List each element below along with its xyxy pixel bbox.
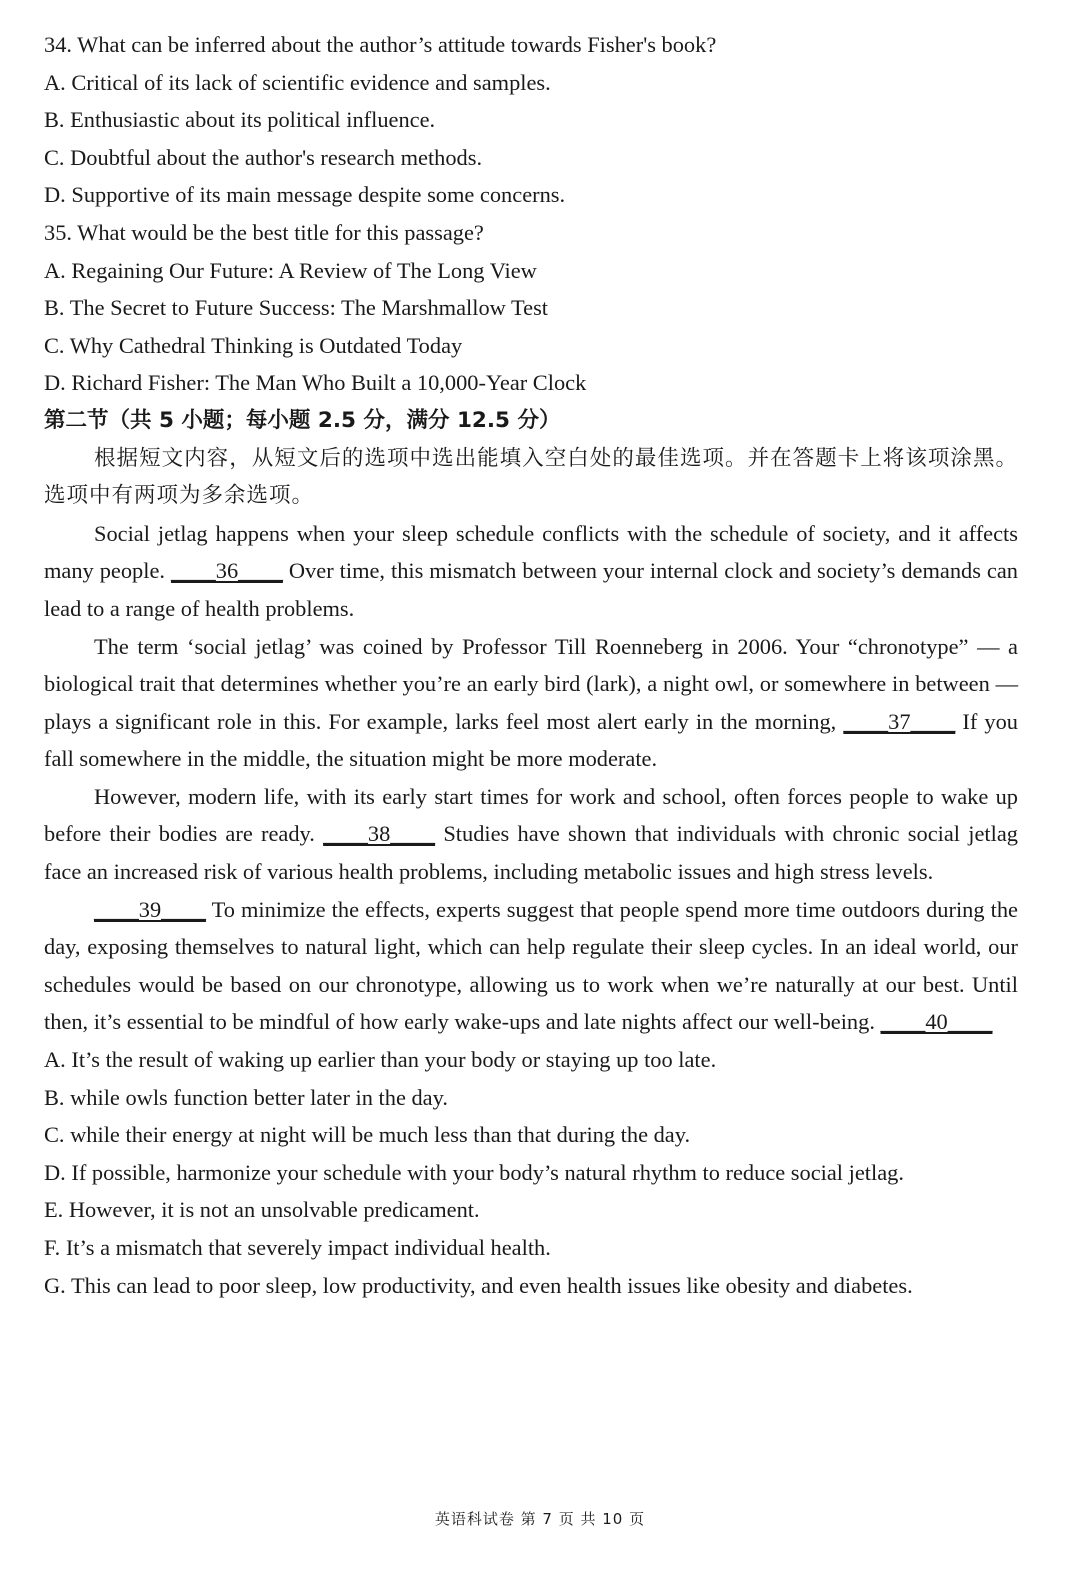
- page-footer: 英语科试卷 第 7 页 共 10 页: [434, 1510, 646, 1528]
- choice-f: F. It’s a mismatch that severely impact individual health.: [44, 1235, 551, 1260]
- question-34-option-a: A. Critical of its lack of scientific evidence and samples.: [44, 69, 551, 95]
- choice-a: A. It’s the result of waking up earlier than your body or staying up too late.: [44, 1047, 717, 1073]
- question-35-option-a: A. Regaining Our Future: A Review of The Long View: [44, 257, 537, 283]
- question-34-option-d: D. Supportive of its main message despite some concerns.: [44, 182, 566, 208]
- question-35-option-d: D. Richard Fisher: The Man Who Built a 10,000-Year Clock: [44, 370, 587, 396]
- blank-39: ____39____: [94, 896, 206, 922]
- passage-text: To minimize the effects, experts suggest that people spend more time outdoors during the day, exposing themselves to natural light, which can help regulate their sleep cycles. In an ideal world, our schedules would be based on our chronotype, allowing us to work when we’re naturally at our best. Until then, it’s essential to be mindful of how early wake-ups and late nights affect our well-being.: [44, 896, 1018, 1035]
- choice-d: D. If possible, harmonize your schedule with your body’s natural rhythm to reduce social jetlag.: [44, 1159, 904, 1185]
- passage-paragraph-3: [44, 778, 1018, 891]
- passage-text: If you fall somewhere in the middle, the situation might be more moderate.: [44, 708, 1018, 772]
- question-34-stem: 34. What can be inferred about the author’s attitude towards Fisher's book?: [44, 32, 717, 57]
- section-heading: 第二节（共 5 小题；每小题 2.5 分，满分 12.5 分）: [44, 407, 561, 433]
- passage-text: Over time, this mismatch between your internal clock and society’s demands can lead to a range of health problems.: [44, 558, 1018, 621]
- passage-text: Studies have shown that individuals with chronic social jetlag face an increased risk of various health problems, including metabolic issues and high stress levels.: [44, 821, 1018, 885]
- question-35-option-b: B. The Secret to Future Success: The Marshmallow Test: [44, 295, 549, 321]
- section-instructions: 根据短文内容，从短文后的选项中选出能填入空白处的最佳选项。并在答题卡上将该项涂黑。选项中有两项为多余选项。: [44, 445, 1018, 509]
- choice-c: C. while their energy at night will be much less than that during the day.: [44, 1122, 691, 1148]
- question-34-option-c: C. Doubtful about the author's research methods.: [44, 144, 483, 170]
- blank-36: ____36____: [170, 558, 283, 584]
- question-34-option-b: B. Enthusiastic about its political influence.: [44, 107, 436, 133]
- question-35-stem: 35. What would be the best title for this passage?: [44, 219, 484, 245]
- passage-paragraph-4: [44, 891, 1018, 1041]
- blank-40: ____40____: [880, 1009, 993, 1035]
- blank-38: ____38____: [323, 821, 436, 847]
- passage-text: However, modern life, with its early start times for work and school, often forces people to wake up before their bodies are ready.: [44, 783, 1018, 847]
- passage-paragraph-2: [44, 628, 1018, 778]
- passage-text: The term ‘social jetlag’ was coined by Professor Till Roenneberg in 2006. Your “chronotype” — a biological trait that determines whether you’re an early bird (lark), a night owl, or somewhere in between — plays a significant role in this. For example, larks feel most alert early in the morning,: [44, 633, 1018, 734]
- choice-e: E. However, it is not an unsolvable predicament.: [44, 1197, 480, 1223]
- question-35-option-c: C. Why Cathedral Thinking is Outdated Today: [44, 332, 463, 358]
- blank-37: ____37____: [843, 708, 956, 734]
- choice-b: B. while owls function better later in the day.: [44, 1084, 448, 1110]
- page-content: [44, 26, 1018, 1304]
- choice-g: G. This can lead to poor sleep, low productivity, and even health issues like obesity and diabetes.: [44, 1272, 913, 1298]
- passage-paragraph-1: [44, 515, 1018, 628]
- passage-text: Social jetlag happens when your sleep schedule conflicts with the schedule of society, and it affects many people.: [44, 520, 1018, 584]
